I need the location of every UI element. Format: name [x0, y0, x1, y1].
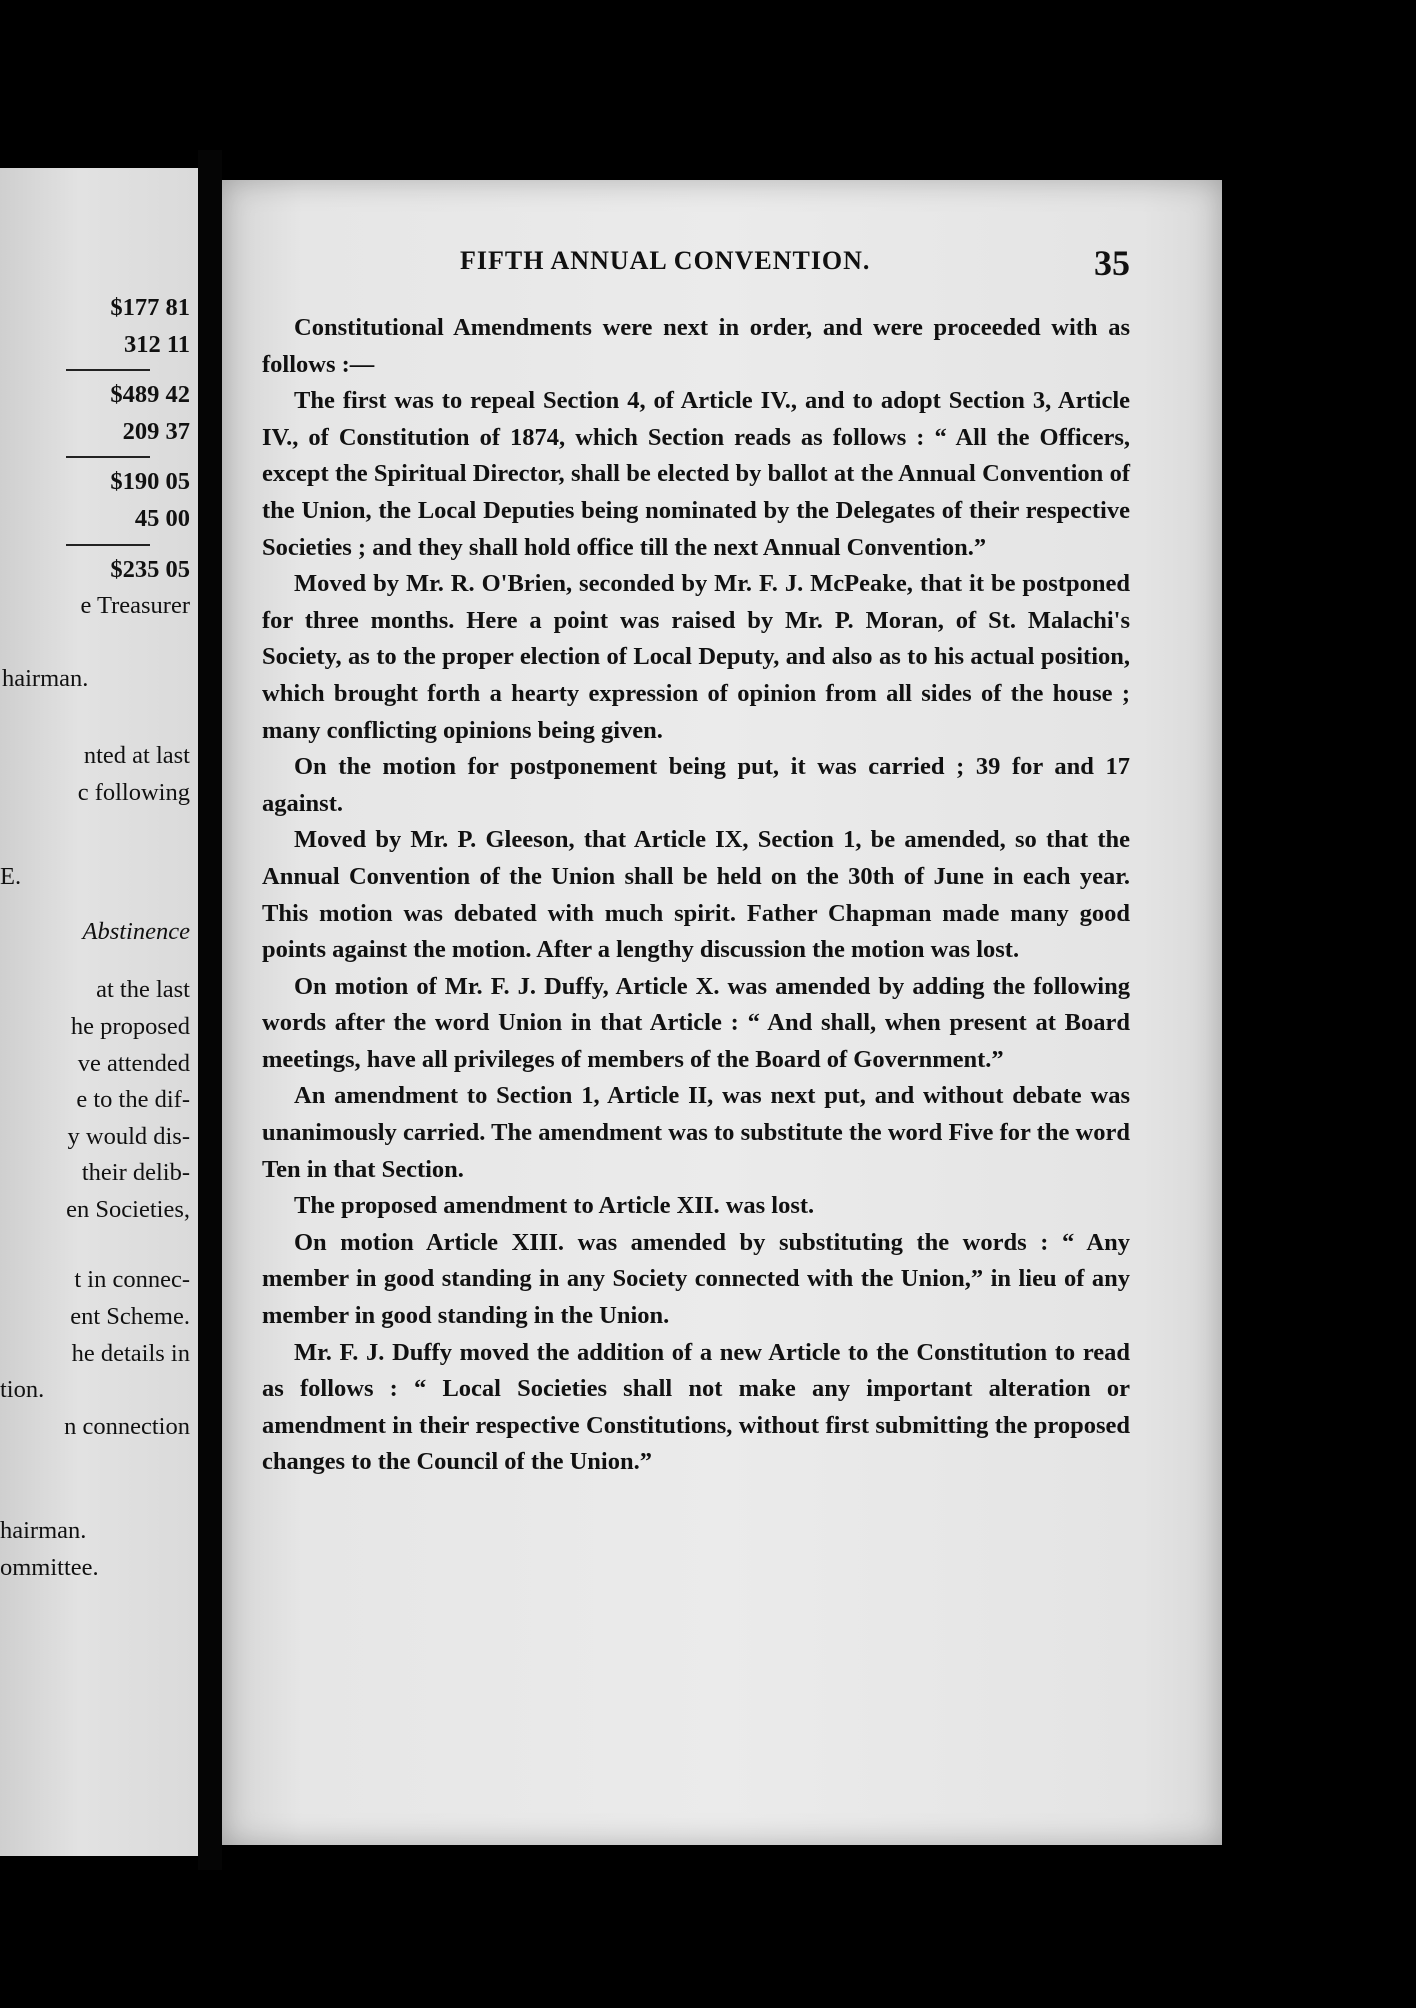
left-line: $489 42	[110, 381, 190, 409]
sum-rule	[66, 369, 150, 371]
left-page-fragment	[0, 168, 198, 1856]
page-gutter	[198, 150, 222, 1870]
left-line: tion.	[0, 1376, 45, 1404]
paragraph: On motion of Mr. F. J. Duffy, Article X. was amended by adding the following words after the word Union in that Article : “ And shall, when present at Board meetings, have all privileges of members of the Board of Government.”	[262, 972, 1130, 1073]
left-line: $177 81	[110, 294, 190, 321]
paragraph: An amendment to Section 1, Article II, was next put, and without debate was unanimously carried. The amendment was to substitute the word Five for the word Ten in that Section.	[262, 1082, 1130, 1183]
left-line: 45 00	[134, 504, 190, 532]
left-line: 312 11	[123, 330, 190, 358]
left-line: ent Scheme.	[70, 1303, 190, 1331]
left-line: hairman.	[2, 665, 89, 693]
left-line: at the last	[96, 976, 190, 1004]
left-line: nted at last	[83, 741, 190, 769]
paragraph: Moved by Mr. P. Gleeson, that Article IX, Section 1, be amended, so that the Annual Convention of the Union shall be held on the 30th of June in each year. This motion was debated with much spirit. Father Chapman made many good points against the motion. After a lengthy discussion the motion was lost.	[262, 826, 1130, 964]
left-line: 209 37	[122, 417, 190, 445]
left-line: en Societies,	[66, 1195, 190, 1223]
left-line: ve attended	[77, 1049, 190, 1077]
left-line: he details in	[71, 1339, 190, 1367]
paragraph: Constitutional Amendments were next in order, and were proceeded with as follows :—	[262, 314, 1130, 378]
left-line: c following	[77, 778, 190, 806]
paragraph: On motion Article XIII. was amended by substituting the words : “ Any member in good standing in any Society connected with the Union,” in lieu of any member in good standing in the Union.	[262, 1228, 1130, 1330]
paragraph: Moved by Mr. R. O'Brien, seconded by Mr. F. J. McPeake, that it be postponed for three months. Here a point was raised by Mr. P. Moran, of St. Malachi's Society, as to the proper election of Local Deputy, and also as to his actual position, which brought forth a hearty expression of opinion from all sides of the house ; many conflicting opinions being given.	[262, 570, 1130, 744]
sum-rule	[66, 456, 150, 458]
left-line: t in connec-	[74, 1266, 190, 1294]
paragraph: Mr. F. J. Duffy moved the addition of a new Article to the Constitution to read as follows : “ Local Societies shall not make any important alteration or amendment in their respective Constitutions, without first submitting the proposed changes to the Council of the Union.”	[262, 1338, 1130, 1476]
paragraph: The first was to repeal Section 4, of Article IV., and to adopt Section 3, Article IV., of Constitution of 1874, which Section reads as follows : “ All the Officers, except the Spiritual Director, shall be elected by ballot at the Annual Convention of the Union, the Local Deputies being nominated by the Delegates of their respective Societies ; and they shall hold office till the next Annual Convention.”	[262, 387, 1130, 561]
page-body	[262, 310, 1130, 1481]
paragraph: On the motion for postponement being put, it was carried ; 39 for and 17 against.	[262, 753, 1130, 817]
sum-rule	[66, 544, 150, 546]
left-line: Abstinence	[82, 917, 190, 945]
left-line: n connection	[64, 1412, 190, 1440]
running-head: FIFTH ANNUAL CONVENTION.	[460, 246, 871, 275]
left-line: ommittee.	[0, 1554, 99, 1582]
page-number: 35	[1094, 243, 1130, 283]
left-line: he proposed	[70, 1012, 190, 1040]
book-page	[222, 180, 1222, 1845]
paragraph: The proposed amendment to Article XII. was lost.	[294, 1192, 815, 1220]
page-header	[222, 242, 1222, 282]
left-line: e Treasurer	[80, 592, 190, 620]
left-page-text	[0, 168, 190, 1587]
left-line: E.	[0, 863, 22, 891]
left-line: $235 05	[110, 555, 190, 583]
left-line: e to the dif-	[76, 1086, 190, 1114]
left-line: y would dis-	[67, 1122, 190, 1150]
left-line: hairman.	[0, 1517, 87, 1545]
left-line: $190 05	[110, 468, 190, 496]
left-line: their delib-	[81, 1159, 190, 1187]
